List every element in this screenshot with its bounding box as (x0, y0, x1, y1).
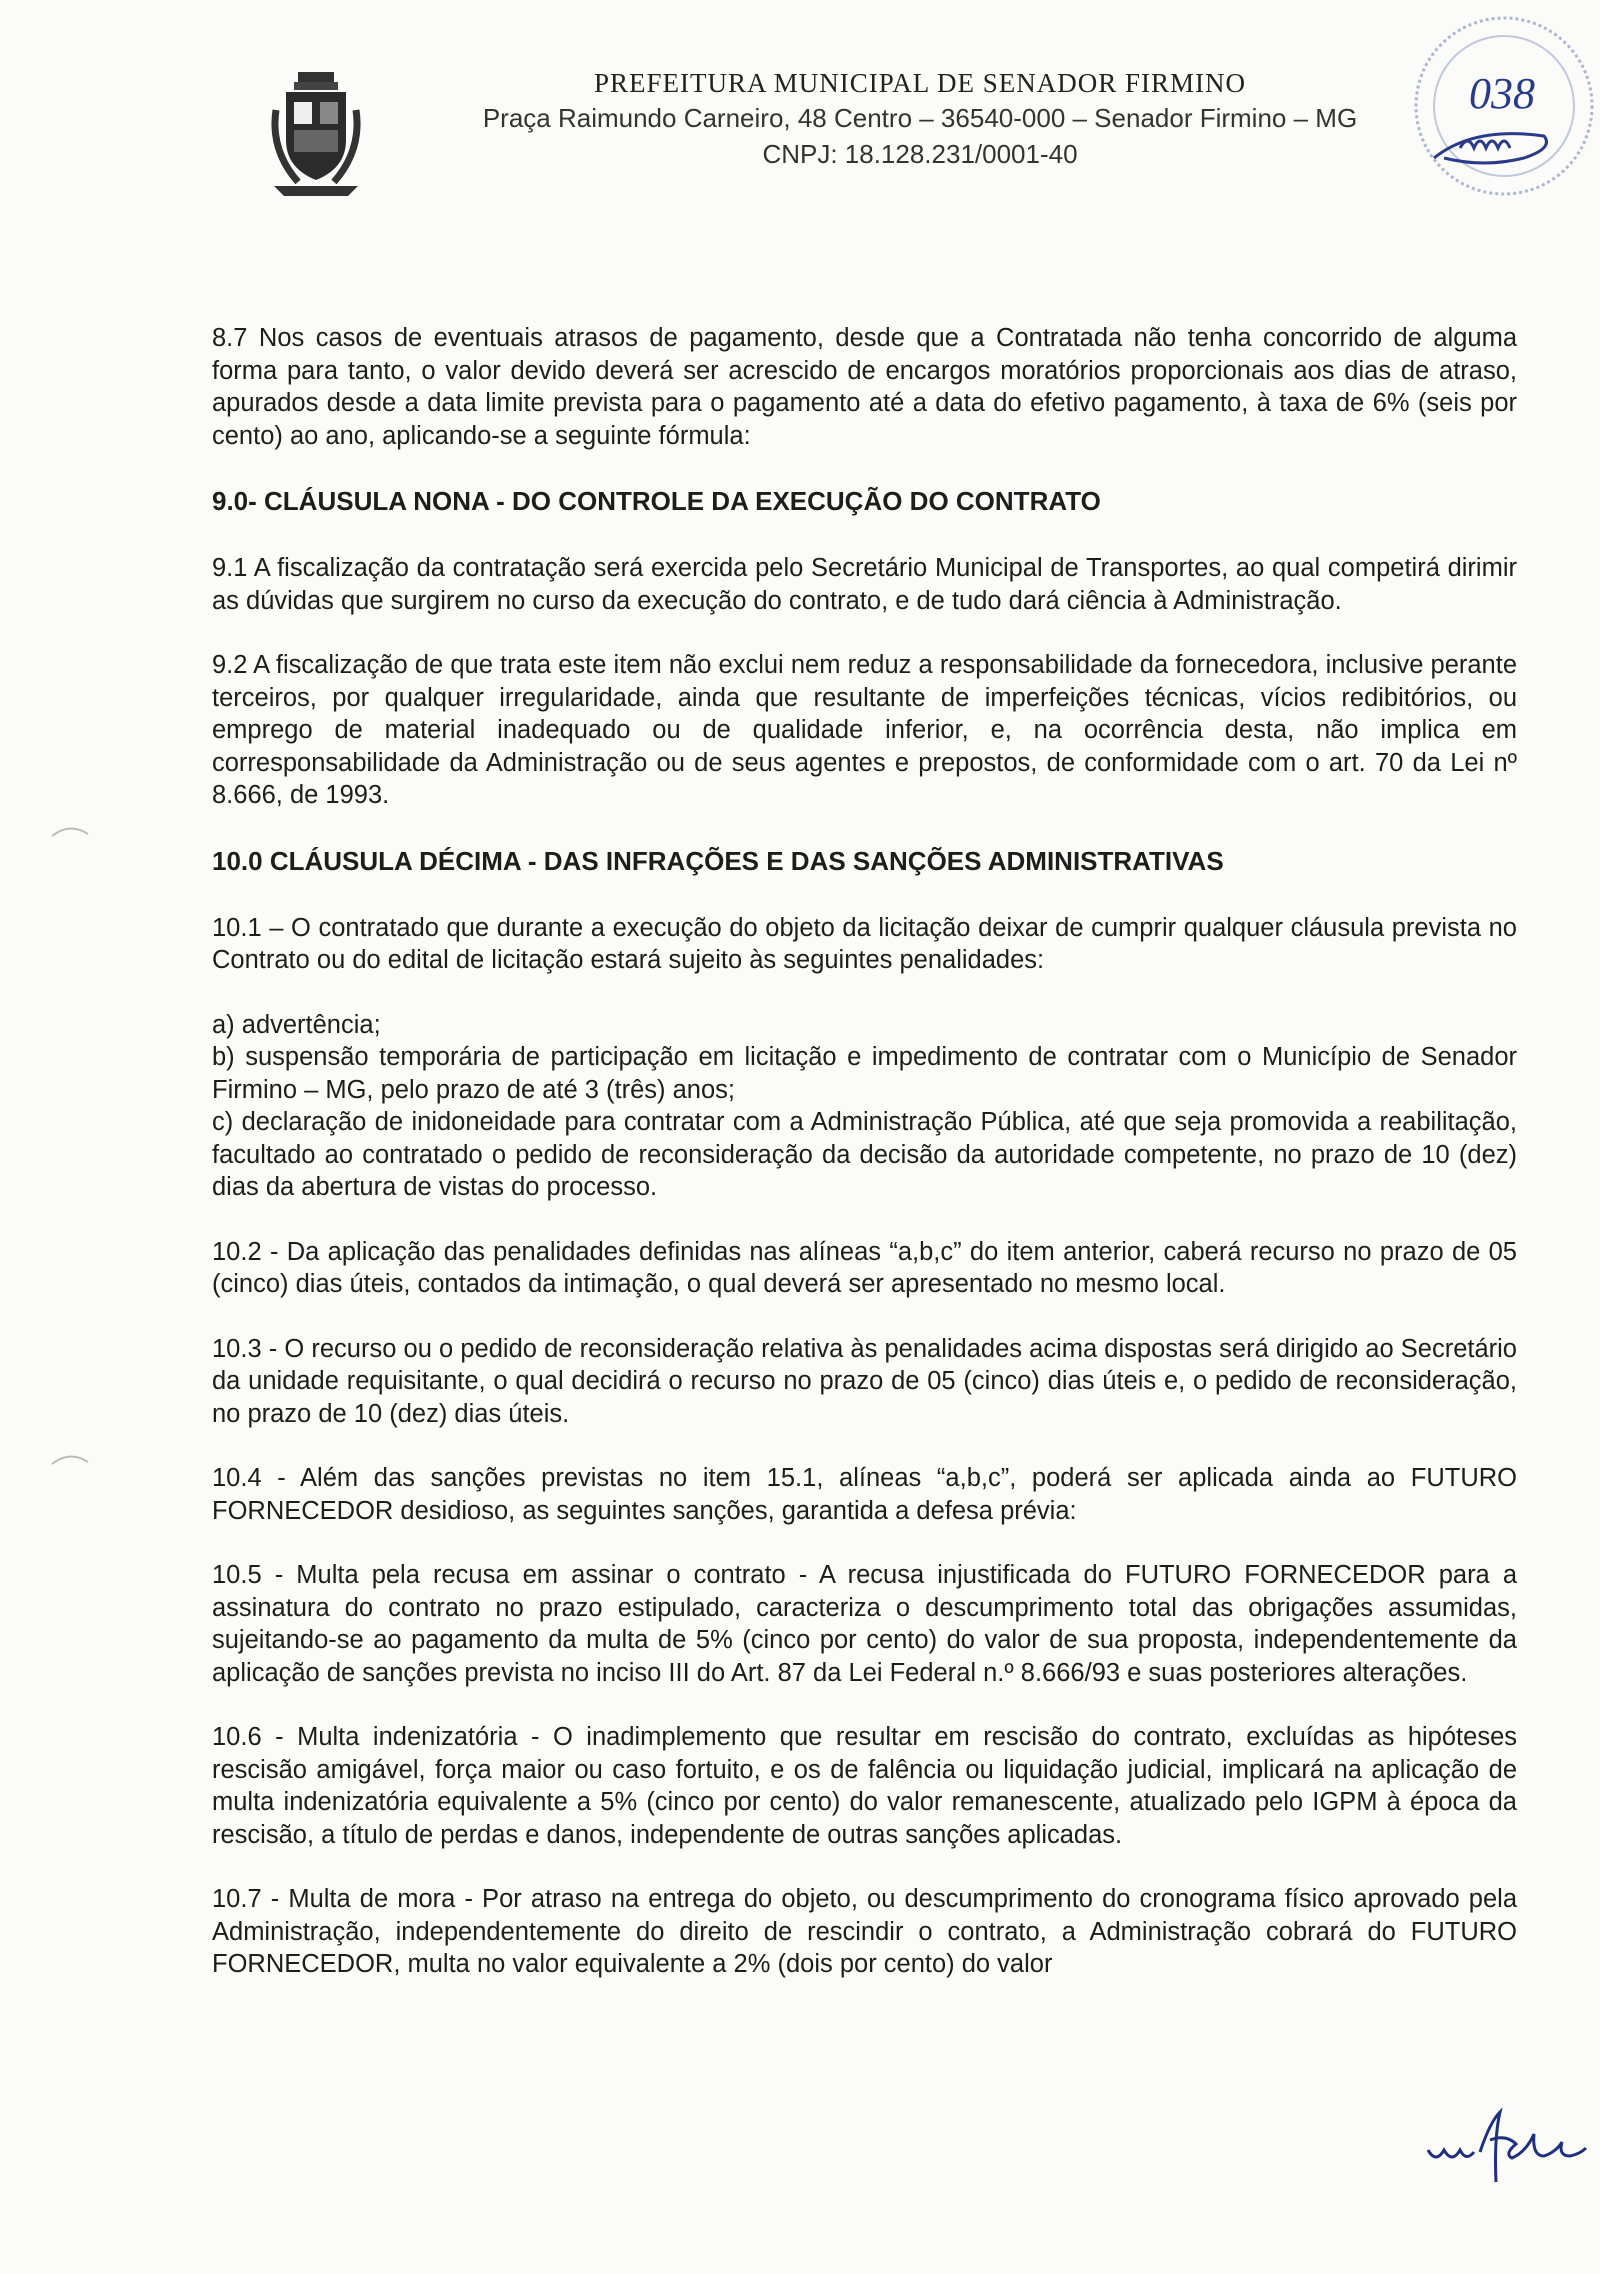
clause-10-4: 10.4 - Além das sanções previstas no item 15.1, alíneas “a,b,c”, poderá ser aplicada ainda ao FUTURO FORNECEDOR desidioso, as seguintes sanções, garantida a defesa prévia: (212, 1464, 1517, 1525)
letterhead-text (400, 66, 1440, 172)
clause-10-3: 10.3 - O recurso ou o pedido de reconsideração relativa às penalidades acima dispostas será dirigido ao Secretário da unidade requisitante, o qual decidirá o recurso no prazo de 05 (cinco) dias úteis e, o pedido de reconsideração, no prazo de 10 (dez) dias úteis. (212, 1334, 1517, 1428)
penalty-item-a: a) advertência; (212, 1010, 381, 1039)
clause-10-1: 10.1 – O contratado que durante a execução do objeto da licitação deixar de cumprir qualquer cláusula prevista no Contrato ou do edital de licitação estará sujeito às seguintes penalidades: (212, 913, 1517, 974)
stamp-page-number: 038 (1469, 69, 1535, 118)
penalty-item-b: b) suspensão temporária de participação em licitação e impedimento de contratar com o Município de Senador Firmino – MG, pelo prazo de até 3 (três) anos; (212, 1043, 1517, 1104)
letterhead (0, 0, 1600, 230)
handwritten-initials-signature (1420, 2080, 1600, 2190)
clause-10-5: 10.5 - Multa pela recusa em assinar o contrato - A recusa injustificada do FUTURO FORNECEDOR para a assinatura do contrato no prazo estipulado, caracteriza o descumprimento total das obrigações assumidas, sujeitando-se ao pagamento da multa de 5% (cinco por cento) do valor de sua proposta, independentemente da aplicação de sanções prevista no inciso III do Art. 87 da Lei Federal n.º 8.666/93 e suas posteriores alterações. (212, 1561, 1517, 1687)
penalty-item-c: c) declaração de inidoneidade para contratar com a Administração Pública, até que seja promovida a reabilitação, facultado ao contratado o pedido de reconsideração da decisão da autoridade competente, no prazo de 10 (dez) dias da abertura de vistas do processo. (212, 1108, 1517, 1201)
scan-hole-punch-mark (50, 1448, 90, 1468)
scan-hole-punch-mark (50, 820, 90, 840)
municipality-title: PREFEITURA MUNICIPAL DE SENADOR FIRMINO (593, 68, 1247, 98)
municipality-cnpj: CNPJ: 18.128.231/0001-40 (762, 139, 1078, 169)
clause-10-6: 10.6 - Multa indenizatória - O inadimplemento que resultar em rescisão do contrato, excluídas as hipóteses rescisão amigável, força maior ou caso fortuito, e os de falência ou liquidação judicial, implicará na aplicação de multa indenizatória equivalente a 5% (cinco por cento) do valor remanescente, atualizado pelo IGPM à época da rescisão, a título de perdas e danos, independente de outras sanções aplicadas. (212, 1723, 1517, 1849)
clause-9-2: 9.2 A fiscalização de que trata este item não exclui nem reduz a responsabilidade da fornecedora, inclusive perante terceiros, por qualquer irregularidade, ainda que resultante de imperfeições técnicas, vícios redibitórios, ou emprego de material inadequado ou de qualidade inferior, e, na ocorrência desta, não implica em corresponsabilidade da Administração ou de seus agentes e prepostos, de conformidade com o art. 70 da Lei nº 8.666, de 1993. (212, 651, 1517, 809)
municipality-address: Praça Raimundo Carneiro, 48 Centro – 36540-000 – Senador Firmino – MG (482, 103, 1358, 133)
commission-page-stamp (1404, 8, 1600, 204)
municipal-coat-of-arms-icon (268, 70, 364, 198)
clause-10-7: 10.7 - Multa de mora - Por atraso na entrega do objeto, ou descumprimento do cronograma físico aprovado pela Administração, independentemente do direito de rescindir o contrato, a Administração cobrará do FUTURO FORNECEDOR, multa no valor equivalente a 2% (dois por cento) do valor (212, 1885, 1517, 1978)
clause-8-7: 8.7 Nos casos de eventuais atrasos de pagamento, desde que a Contratada não tenha concorrido de alguma forma para tanto, o valor devido deverá ser acrescido de encargos moratórios proporcionais aos dias de atraso, apurados desde a data limite prevista para o pagamento até a data do efetivo pagamento, à taxa de 6% (seis por cento) ao ano, aplicando-se a seguinte fórmula: (212, 324, 1517, 450)
contract-body (212, 322, 1517, 1981)
clause-10-2: 10.2 - Da aplicação das penalidades definidas nas alíneas “a,b,c” do item anterior, caberá recurso no prazo de 05 (cinco) dias úteis, contados da intimação, o qual deverá ser apresentado no mesmo local. (212, 1237, 1517, 1298)
clause-9-heading: 9.0- CLÁUSULA NONA - DO CONTROLE DA EXECUÇÃO DO CONTRATO (212, 486, 1101, 516)
clause-9-1: 9.1 A fiscalização da contratação será exercida pelo Secretário Municipal de Transportes, ao qual competirá dirimir as dúvidas que surgirem no curso da execução do contrato, e de tudo dará ciência à Administração. (212, 554, 1517, 615)
clause-10-heading: 10.0 CLÁUSULA DÉCIMA - DAS INFRAÇÕES E DAS SANÇÕES ADMINISTRATIVAS (212, 845, 1224, 876)
